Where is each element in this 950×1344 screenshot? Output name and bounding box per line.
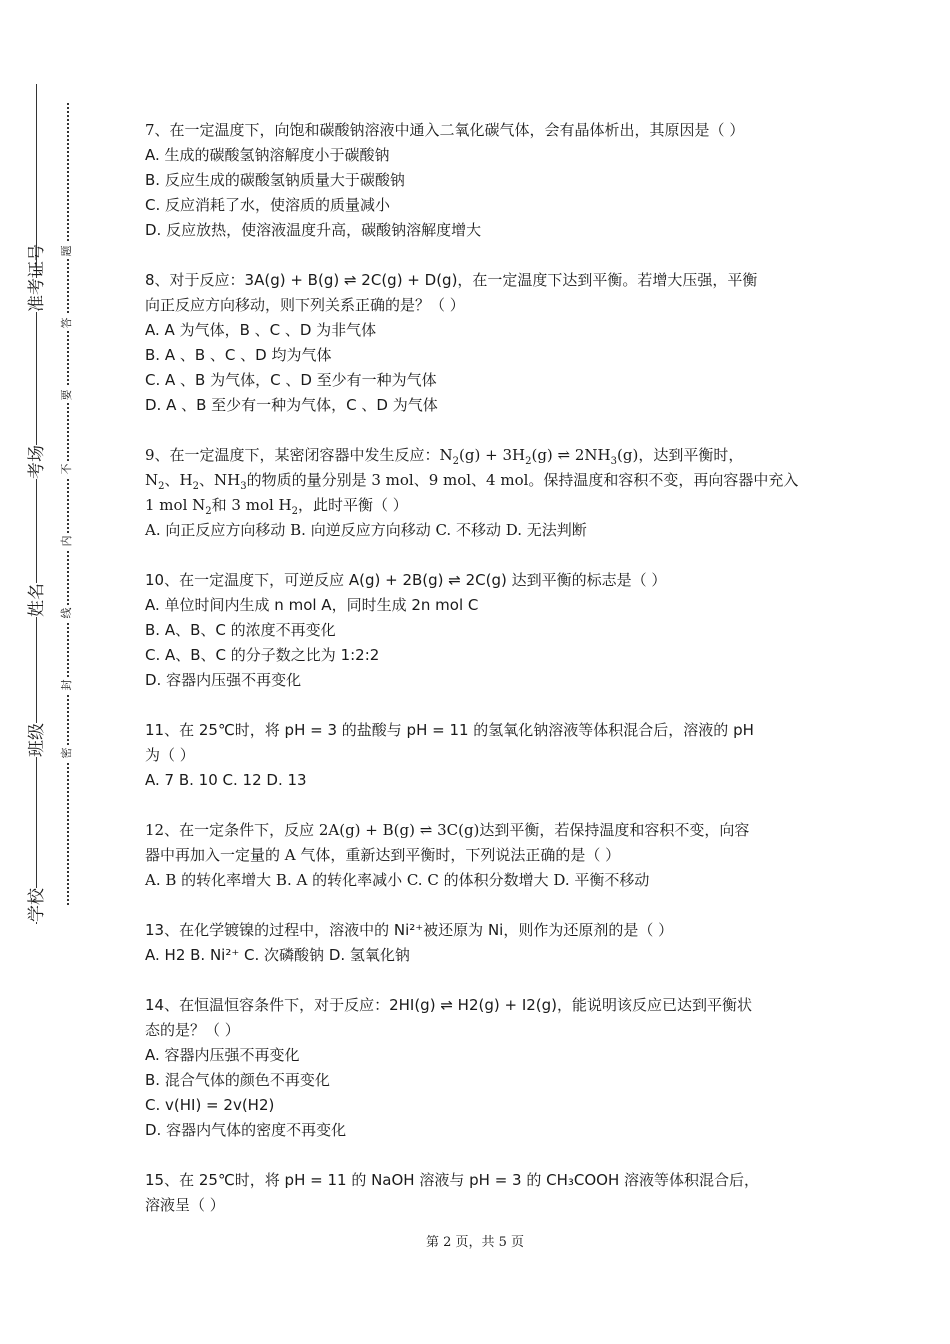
option-b: B. 反应生成的碳酸氢钠质量大于碳酸钠	[145, 171, 405, 189]
option-c: C. A 、B 为气体，C 、D 至少有一种为气体	[145, 371, 437, 389]
question-stem: 9、在一定温度下，某密闭容器中发生反应：$N_2(g) + 3H_2(g)$ ⇌ $2NH_3(g)$，达到平衡时，	[145, 446, 744, 467]
admission-number-label: 准考证号	[20, 278, 54, 312]
question-7	[145, 118, 813, 243]
page-number: 第 2 页，共 5 页	[425, 1235, 525, 1250]
question-12	[145, 818, 813, 893]
question-13	[145, 918, 813, 968]
question-stem: 12、在一定条件下，反应 2A(g) + B(g) ⇌ 3C(g)达到平衡，若保持温度和容积不变，向容	[145, 821, 750, 839]
name-label: 姓名	[20, 583, 54, 617]
question-8	[145, 268, 813, 418]
seal-char: 封	[59, 677, 75, 693]
seal-char: 题	[59, 243, 75, 259]
seal-char: 密	[59, 745, 75, 761]
question-stem: 11、在 25℃时，将 pH = 3 的盐酸与 pH = 11 的氢氧化钠溶液等体积混合后，溶液的 pH	[145, 721, 754, 739]
question-list	[145, 118, 813, 1243]
option-d: D. 容器内气体的密度不再变化	[145, 1121, 347, 1139]
seal-char: 线	[59, 605, 75, 621]
question-stem: 15、在 25℃时，将 pH = 11 的 NaOH 溶液与 pH = 3 的 CH₃COOH 溶液等体积混合后，	[145, 1171, 760, 1189]
question-15	[145, 1168, 813, 1218]
option-b: B. A、B、C 的浓度不再变化	[145, 621, 336, 639]
seal-dotted-line	[67, 103, 69, 905]
option-c: C. A、B、C 的分子数之比为 1:2:2	[145, 646, 380, 664]
options-line: A. 7 B. 10 C. 12 D. 13	[145, 771, 307, 789]
question-stem-cont: 1 mol $N_2$和 3 mol $H_2$，此时平衡（ ）	[145, 496, 408, 517]
question-stem-cont: 向正反应方向移动，则下列关系正确的是？（ ）	[145, 296, 465, 314]
seal-char: 不	[59, 461, 75, 477]
option-a: A. 生成的碳酸氢钠溶解度小于碳酸钠	[145, 146, 390, 164]
options-line: A. B 的转化率增大 B. A 的转化率减小 C. C 的体积分数增大 D. 平衡不移动	[145, 871, 650, 889]
seal-char: 答	[59, 315, 75, 331]
option-a: A. 容器内压强不再变化	[145, 1046, 300, 1064]
exam-room-label: 考场	[20, 445, 54, 479]
question-14	[145, 993, 813, 1143]
question-stem-cont: 态的是？（ ）	[145, 1021, 240, 1039]
option-c: C. v(HI) = 2v(H2)	[145, 1096, 275, 1114]
option-b: B. 混合气体的颜色不再变化	[145, 1071, 330, 1089]
question-11	[145, 718, 813, 793]
option-c: C. 反应消耗了水，使溶质的质量减小	[145, 196, 391, 214]
class-label: 班级	[20, 723, 54, 757]
question-stem-cont: 器中再加入一定量的 A 气体，重新达到平衡时，下列说法正确的是（ ）	[145, 846, 621, 864]
seal-char: 要	[59, 387, 75, 403]
question-stem-cont: 溶液呈（ ）	[145, 1196, 225, 1214]
option-a: A. A 为气体，B 、C 、D 为非气体	[145, 321, 377, 339]
question-9	[145, 443, 813, 543]
school-label: 学校	[20, 888, 54, 922]
option-d: D. 反应放热，使溶液温度升高，碳酸钠溶解度增大	[145, 221, 482, 239]
options-line: A. 向正反应方向移动 B. 向逆反应方向移动 C. 不移动 D. 无法判断	[145, 521, 587, 539]
question-stem: 13、在化学镀镍的过程中，溶液中的 Ni²⁺被还原为 Ni，则作为还原剂的是（ ）	[145, 921, 674, 939]
options-line: A. H2 B. Ni²⁺ C. 次磷酸钠 D. 氢氧化钠	[145, 946, 410, 964]
question-stem: 8、对于反应：3A(g) + B(g) ⇌ 2C(g) + D(g)，在一定温度下达到平衡。若增大压强，平衡	[145, 271, 758, 289]
option-d: D. A 、B 至少有一种为气体，C 、D 为气体	[145, 396, 438, 414]
question-10	[145, 568, 813, 693]
option-a: A. 单位时间内生成 n mol A，同时生成 2n mol C	[145, 596, 479, 614]
option-b: B. A 、B 、C 、D 均为气体	[145, 346, 332, 364]
binding-solid-line	[36, 84, 37, 924]
question-stem-cont: $N_2$、$H_2$、$NH_3$的物质的量分别是 3 mol、9 mol、4 mol。保持温度和容积不变，再向容器中充入	[145, 471, 799, 492]
question-stem: 7、在一定温度下，向饱和碳酸钠溶液中通入二氧化碳气体，会有晶体析出，其原因是（ ）	[145, 121, 745, 139]
seal-char: 内	[59, 533, 75, 549]
question-stem: 14、在恒温恒容条件下，对于反应：2HI(g) ⇌ H2(g) + I2(g)，能说明该反应已达到平衡状	[145, 996, 753, 1014]
question-stem: 10、在一定温度下，可逆反应 A(g) + 2B(g) ⇌ 2C(g) 达到平衡的标志是（ ）	[145, 571, 667, 589]
question-stem-cont: 为（ ）	[145, 746, 195, 764]
option-d: D. 容器内压强不再变化	[145, 671, 302, 689]
